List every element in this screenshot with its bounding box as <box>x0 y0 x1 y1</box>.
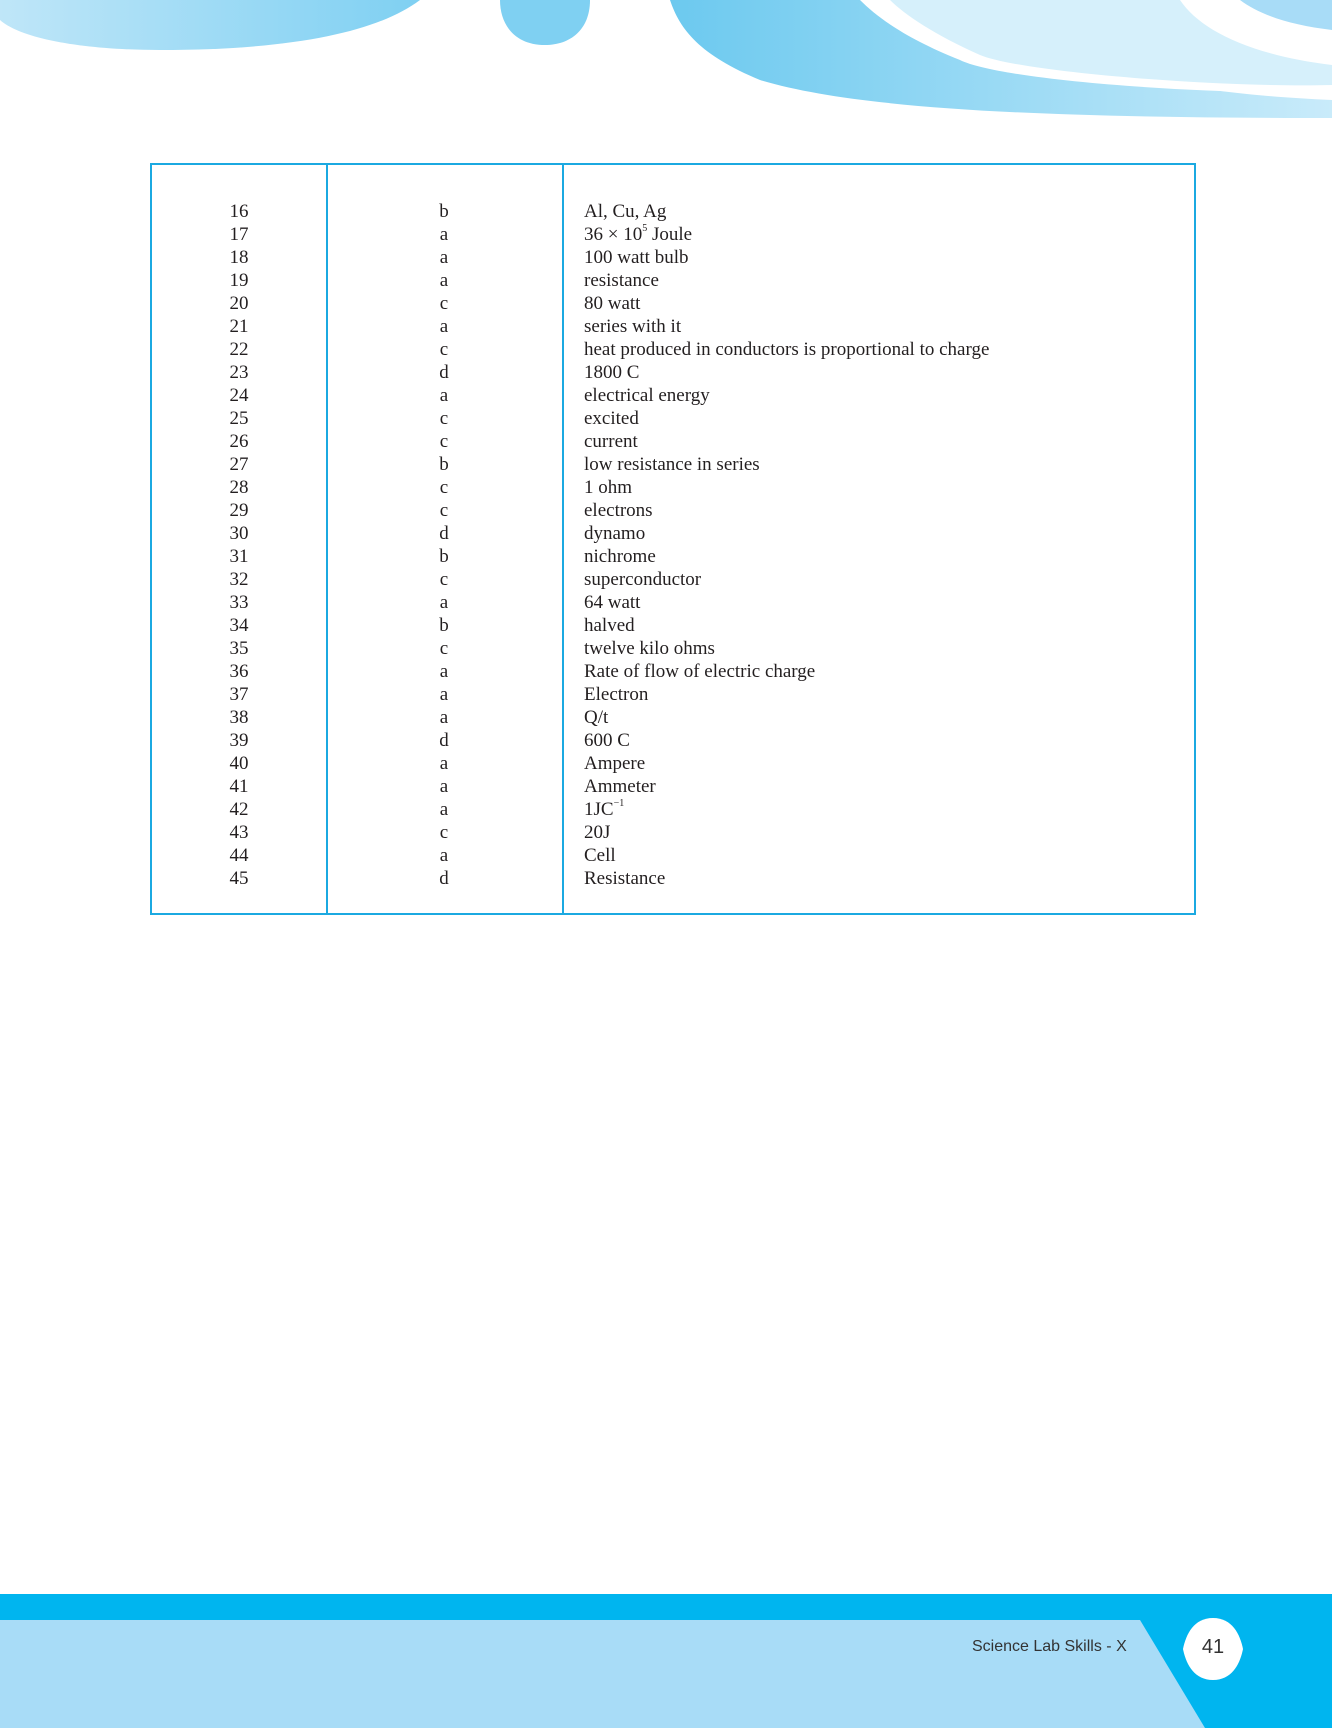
answer-text: halved <box>584 615 635 636</box>
table-row <box>152 315 1194 338</box>
table-row <box>152 476 1194 499</box>
answer-text: Q/t <box>584 707 609 728</box>
answer-option: a <box>439 385 449 406</box>
answer-cell <box>584 223 692 246</box>
answer-option: a <box>439 316 449 337</box>
page-number: 41 <box>1201 1636 1225 1658</box>
question-number: 31 <box>229 546 249 567</box>
answer-cell <box>584 292 640 315</box>
question-number: 34 <box>229 615 249 636</box>
table-row <box>152 292 1194 315</box>
table-row <box>152 246 1194 269</box>
question-number: 19 <box>229 270 249 291</box>
answer-option: d <box>439 730 449 751</box>
answer-option: a <box>439 661 449 682</box>
question-number: 33 <box>229 592 249 613</box>
answer-text: electrons <box>584 500 653 521</box>
question-number: 32 <box>229 569 249 590</box>
question-number: 17 <box>229 224 249 245</box>
answer-text: resistance <box>584 270 659 291</box>
answer-option: c <box>439 339 449 360</box>
answer-cell <box>584 706 608 729</box>
table-row <box>152 200 1194 223</box>
answer-option: c <box>439 477 449 498</box>
answer-text: 36 × 10 <box>584 224 643 245</box>
answer-text: 100 watt bulb <box>584 247 689 268</box>
answer-cell <box>584 798 624 821</box>
answer-key-table <box>150 163 1196 915</box>
table-row <box>152 522 1194 545</box>
answer-text: electrical energy <box>584 385 710 406</box>
answer-text: 1 ohm <box>584 477 633 498</box>
answer-cell <box>584 729 630 752</box>
table-row <box>152 223 1194 246</box>
answer-text-suffix: Joule <box>647 224 693 245</box>
answer-option: c <box>439 431 449 452</box>
question-number: 41 <box>229 776 249 797</box>
answer-option: b <box>439 546 449 567</box>
table-row <box>152 453 1194 476</box>
table-row <box>152 637 1194 660</box>
question-number: 22 <box>229 339 249 360</box>
answer-option: b <box>439 201 449 222</box>
table-row <box>152 798 1194 821</box>
answer-text: Ampere <box>584 753 646 774</box>
table-row <box>152 430 1194 453</box>
answer-cell <box>584 430 638 453</box>
answer-cell <box>584 499 653 522</box>
question-number: 43 <box>229 822 249 843</box>
answer-text: excited <box>584 408 639 429</box>
answer-option: c <box>439 293 449 314</box>
table-row <box>152 844 1194 867</box>
table-row <box>152 338 1194 361</box>
table-row <box>152 361 1194 384</box>
answer-cell <box>584 821 610 844</box>
answer-option: a <box>439 684 449 705</box>
answer-text: heat produced in conductors is proportional to charge <box>584 339 990 360</box>
table-row <box>152 545 1194 568</box>
table-row <box>152 729 1194 752</box>
answer-cell <box>584 246 689 269</box>
question-number: 27 <box>229 454 249 475</box>
answer-option: a <box>439 799 449 820</box>
answer-option: c <box>439 408 449 429</box>
answer-cell <box>584 476 632 499</box>
table-row <box>152 591 1194 614</box>
question-number: 28 <box>229 477 249 498</box>
answer-option: a <box>439 592 449 613</box>
question-number: 29 <box>229 500 249 521</box>
answer-text: 600 C <box>584 730 630 751</box>
table-row <box>152 660 1194 683</box>
answer-cell <box>584 591 640 614</box>
answer-cell <box>584 384 710 407</box>
answer-text: twelve kilo ohms <box>584 638 715 659</box>
answer-cell <box>584 637 715 660</box>
book-title: Science Lab Skills - X <box>972 1638 1127 1655</box>
answer-text: 1JC <box>584 799 614 820</box>
answer-cell <box>584 522 645 545</box>
answer-text: 1800 C <box>584 362 640 383</box>
answer-superscript: 5 <box>642 223 648 234</box>
answer-option: c <box>439 822 449 843</box>
question-number: 25 <box>229 408 249 429</box>
answer-text: 64 watt <box>584 592 641 613</box>
table-row <box>152 407 1194 430</box>
answer-superscript: −1 <box>613 798 625 809</box>
answer-text: series with it <box>584 316 682 337</box>
answer-text: superconductor <box>584 569 702 590</box>
answer-cell <box>584 683 648 706</box>
answer-option: a <box>439 776 449 797</box>
answer-rows <box>152 200 1194 890</box>
answer-cell <box>584 315 681 338</box>
answer-cell <box>584 545 656 568</box>
table-row <box>152 269 1194 292</box>
answer-text: Cell <box>584 845 616 866</box>
answer-text: 20J <box>584 822 611 843</box>
answer-cell <box>584 568 701 591</box>
question-number: 18 <box>229 247 249 268</box>
answer-option: a <box>439 270 449 291</box>
table-row <box>152 499 1194 522</box>
answer-cell <box>584 775 656 798</box>
answer-cell <box>584 453 760 476</box>
question-number: 42 <box>229 799 249 820</box>
answer-option: b <box>439 615 449 636</box>
answer-option: a <box>439 224 449 245</box>
answer-text: Ammeter <box>584 776 656 797</box>
table-row <box>152 867 1194 890</box>
question-number: 23 <box>229 362 249 383</box>
question-number: 38 <box>229 707 249 728</box>
table-row <box>152 752 1194 775</box>
answer-option: c <box>439 569 449 590</box>
answer-text: dynamo <box>584 523 646 544</box>
answer-cell <box>584 361 639 384</box>
answer-cell <box>584 614 635 637</box>
question-number: 45 <box>229 868 249 889</box>
table-row <box>152 775 1194 798</box>
answer-option: a <box>439 707 449 728</box>
table-row <box>152 568 1194 591</box>
answer-cell <box>584 269 659 292</box>
table-row <box>152 384 1194 407</box>
answer-text: current <box>584 431 638 452</box>
answer-cell <box>584 407 639 430</box>
question-number: 35 <box>229 638 249 659</box>
answer-cell <box>584 200 666 223</box>
question-number: 16 <box>229 201 249 222</box>
question-number: 21 <box>229 316 249 337</box>
table-row <box>152 614 1194 637</box>
answer-text: Rate of flow of electric charge <box>584 661 816 682</box>
table-row <box>152 706 1194 729</box>
footer-band <box>0 1594 1332 1728</box>
answer-text: 80 watt <box>584 293 641 314</box>
answer-text: Al, Cu, Ag <box>584 201 667 222</box>
question-number: 40 <box>229 753 249 774</box>
answer-cell <box>584 844 616 867</box>
answer-cell <box>584 660 815 683</box>
answer-cell <box>584 338 989 361</box>
question-number: 36 <box>229 661 249 682</box>
answer-option: c <box>439 500 449 521</box>
question-number: 30 <box>229 523 249 544</box>
question-number: 37 <box>229 684 249 705</box>
answer-option: b <box>439 454 449 475</box>
answer-text: low resistance in series <box>584 454 760 475</box>
question-number: 20 <box>229 293 249 314</box>
table-row <box>152 683 1194 706</box>
answer-option: d <box>439 362 449 383</box>
answer-option: a <box>439 753 449 774</box>
answer-text: nichrome <box>584 546 656 567</box>
answer-cell <box>584 867 665 890</box>
answer-option: c <box>439 638 449 659</box>
answer-cell <box>584 752 645 775</box>
answer-option: d <box>439 523 449 544</box>
question-number: 44 <box>229 845 249 866</box>
table-row <box>152 821 1194 844</box>
question-number: 39 <box>229 730 249 751</box>
answer-option: a <box>439 845 449 866</box>
answer-option: a <box>439 247 449 268</box>
answer-option: d <box>439 868 449 889</box>
header-wave-decoration <box>0 0 1332 140</box>
question-number: 24 <box>229 385 249 406</box>
answer-text: Electron <box>584 684 649 705</box>
question-number: 26 <box>229 431 249 452</box>
answer-text: Resistance <box>584 868 666 889</box>
